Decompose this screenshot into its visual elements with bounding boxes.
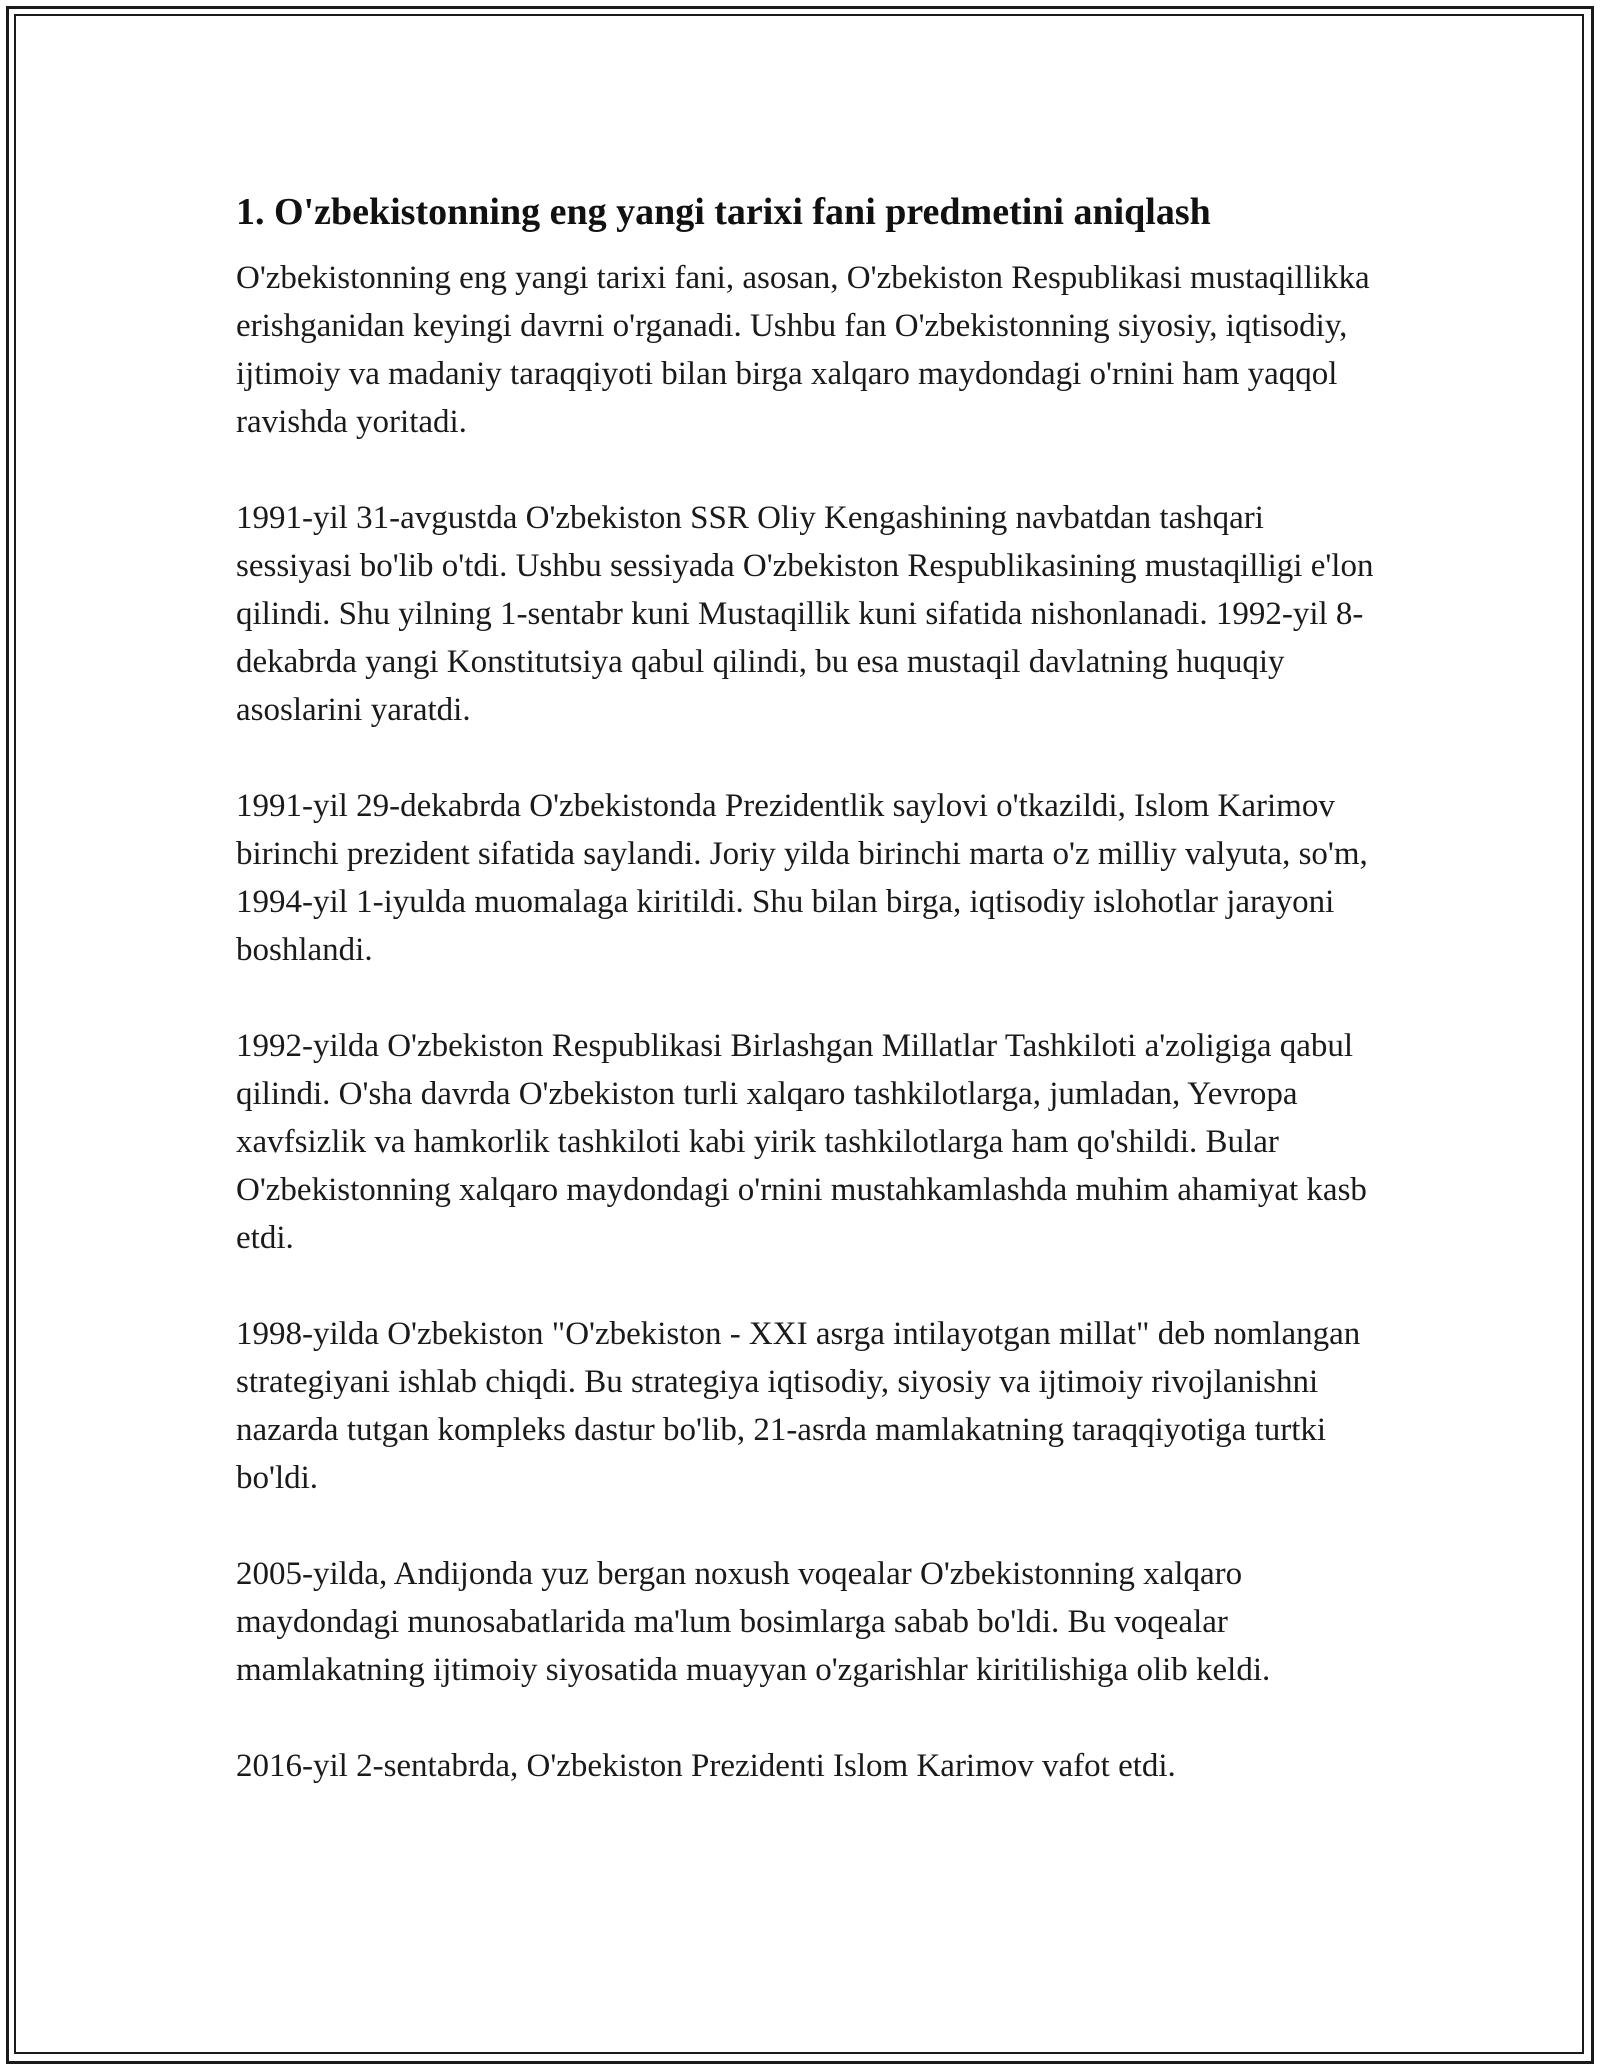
paragraph-andijan-2005: 2005-yilda, Andijonda yuz bergan noxush voqealar O'zbekistonning xalqaro maydondagi munosabatlarida ma'lum bosimlarga sabab bo'ldi. Bu voqealar mamlakatning ijtimoiy siyosatida muayyan o'zgarishlar kiritilishiga olib keldi. [236, 1556, 1271, 1688]
paragraph-intro: O'zbekistonning eng yangi tarixi fani, asosan, O'zbekiston Respublikasi mustaqillikka erishganidan keyingi davrni o'rganadi. Ushbu fan O'zbekistonning siyosiy, iqtisodiy, ijtimoiy va madaniy taraqqiyoti bilan birga xalqaro maydondagi o'rnini ham yaqqol ravishda yoritadi. [236, 260, 1370, 440]
paragraph-presidency: 1991-yil 29-dekabrda O'zbekistonda Prezidentlik saylovi o'tkazildi, Islom Karimov birinchi prezident sifatida saylandi. Joriy yilda birinchi marta o'z milliy valyuta, so'm, 1994-yil 1-iyulda muomalaga kiritildi. Shu bilan birga, iqtisodiy islohotlar jarayoni boshlandi. [236, 788, 1368, 968]
paragraph-strategy-1998: 1998-yilda O'zbekiston "O'zbekiston - XXI asrga intilayotgan millat" deb nomlangan strategiyani ishlab chiqdi. Bu strategiya iqtisodiy, siyosiy va ijtimoiy rivojlanishni nazarda tutgan kompleks dastur bo'lib, 21-asrda mamlakatning taraqqiyotiga turtki bo'ldi. [236, 1316, 1361, 1496]
paragraph-un-membership: 1992-yilda O'zbekiston Respublikasi Birlashgan Millatlar Tashkiloti a'zoligiga qabul qilindi. O'sha davrda O'zbekiston turli xalqaro tashkilotlarga, jumladan, Yevropa xavfsizlik va hamkorlik tashkiloti kabi yirik tashkilotlarga ham qo'shildi. Bular O'zbekistonning xalqaro maydondagi o'rnini mustahkamlashda muhim ahamiyat kasb etdi. [236, 1028, 1367, 1256]
paragraph-karimov-2016: 2016-yil 2-sentabrda, O'zbekiston Prezidenti Islom Karimov vafot etdi. [236, 1748, 1176, 1784]
document-body [236, 186, 1386, 1838]
document-title: 1. O'zbekistonning eng yangi tarixi fani predmetini aniqlash [236, 191, 1211, 233]
paragraph-independence: 1991-yil 31-avgustda O'zbekiston SSR Oliy Kengashining navbatdan tashqari sessiyasi bo'lib o'tdi. Ushbu sessiyada O'zbekiston Respublikasining mustaqilligi e'lon qilindi. Shu yilning 1-sentabr kuni Mustaqillik kuni sifatida nishonlanadi. 1992-yil 8-dekabrda yangi Konstitutsiya qabul qilindi, bu esa mustaqil davlatning huquqiy asoslarini yaratdi. [236, 500, 1374, 728]
